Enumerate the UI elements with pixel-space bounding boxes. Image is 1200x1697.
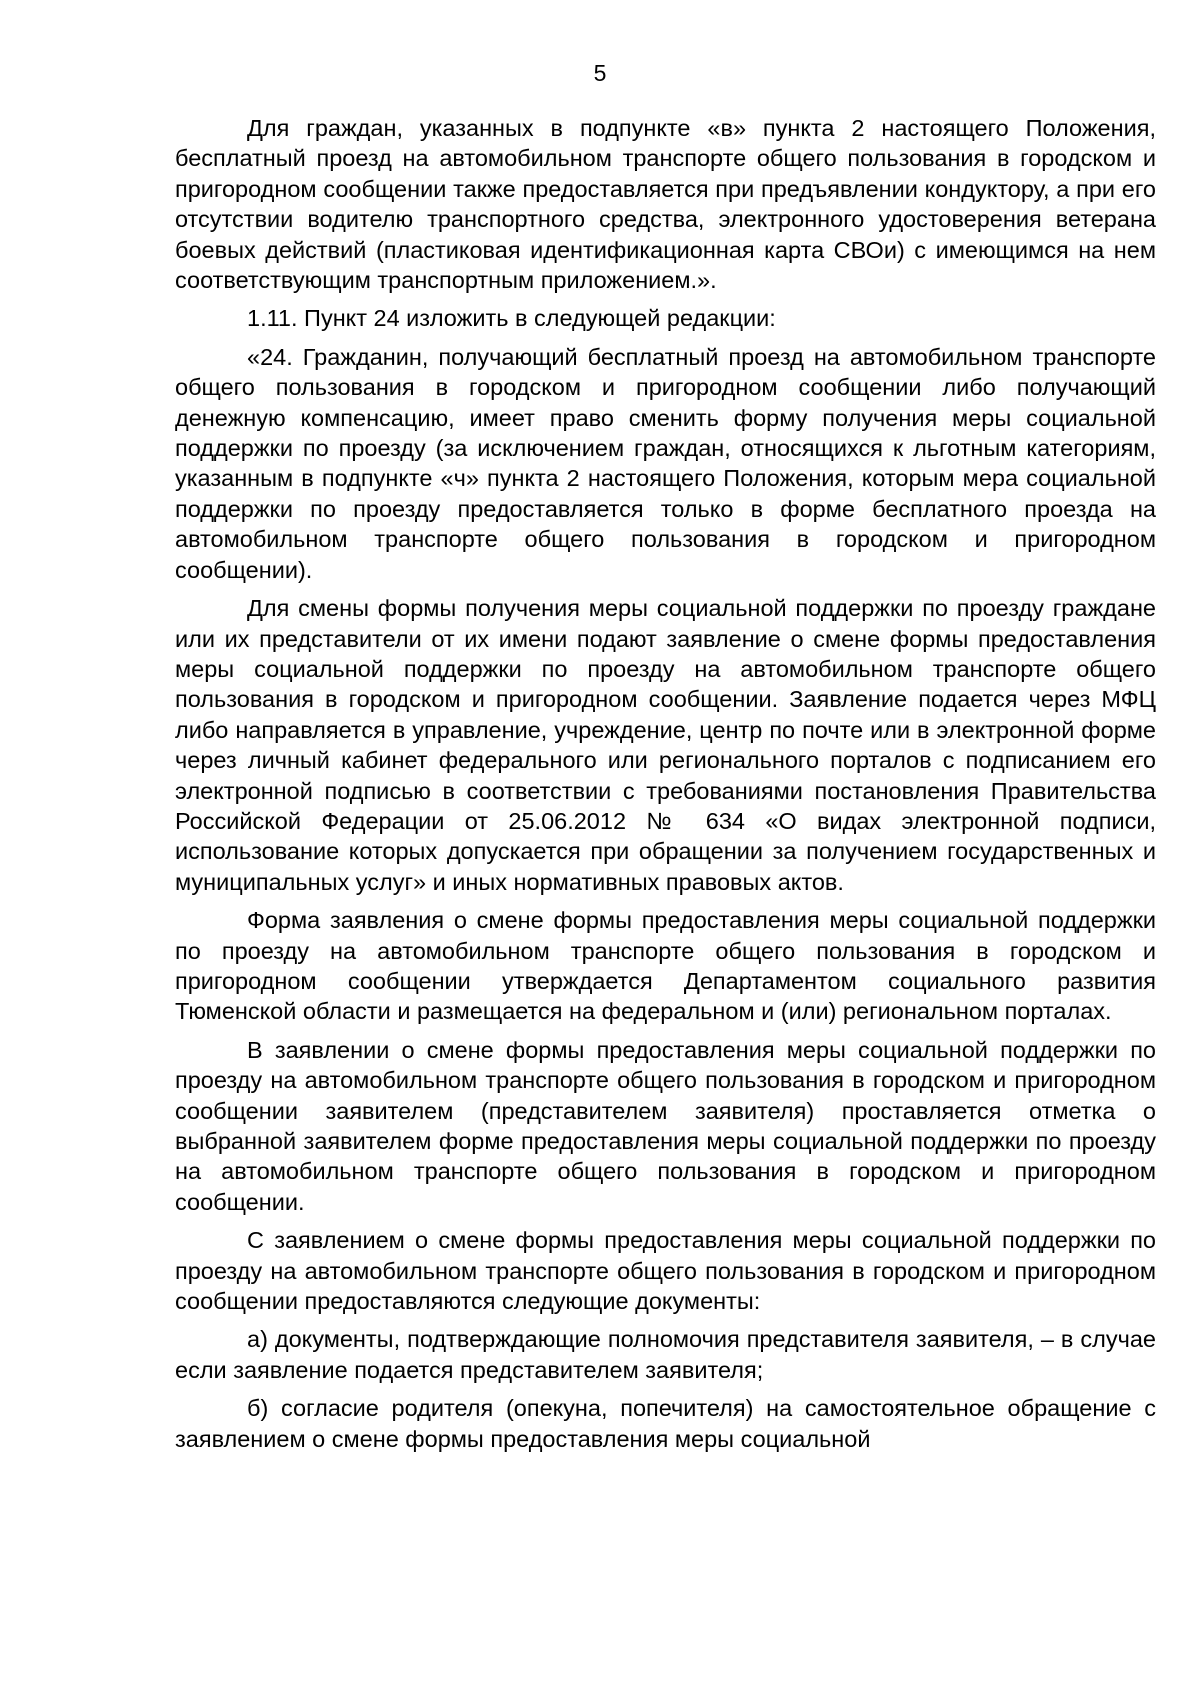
paragraph-svo-card: Для граждан, указанных в подпункте «в» пункта 2 настоящего Положения, бесплатный проезд на автомобильном транспорте общего пользования в городском и пригородном сообщении также предоставляется при предъявлении кондуктору, а при его отсутствии водителю транспортного средства, электронного удостоверения ветерана боевых действий (пластиковая идентификационная карта СВОи) с имеющимся на нем соответствующим транспортным приложением.». — [175, 115, 1156, 294]
paragraph-application-form: Форма заявления о смене формы предоставления меры социальной поддержки по проезду на автомобильном транспорте общего пользования в городском и пригородном сообщении утверждается Департаментом социального развития Тюменской области и размещается на федеральном и (или) региональном порталах. — [175, 907, 1156, 1025]
paragraph-amendment-1-11: 1.11. Пункт 24 изложить в следующей редакции: — [247, 305, 776, 332]
paragraph-point-24: «24. Гражданин, получающий бесплатный проезд на автомобильном транспорте общего пользования в городском и пригородном сообщении либо получающий денежную компенсацию, имеет право сменить форму получения меры социальной поддержки по проезду (за исключением граждан, относящихся к льготным категориям, указанным в подпункте «ч» пункта 2 настоящего Положения, которым мера социальной поддержки по проезду предоставляется только в форме бесплатного проезда на автомобильном транспорте общего пользования в городском и пригородном сообщении). — [175, 343, 1156, 583]
document-body — [175, 113, 1156, 1454]
list-item-a: а) документы, подтверждающие полномочия представителя заявителя, – в случае если заявление подается представителем заявителя; — [175, 1326, 1156, 1383]
page-number: 5 — [593, 60, 607, 86]
list-item-b: б) согласие родителя (опекуна, попечителя) на самостоятельное обращение с заявлением о смене формы предоставления меры социальной — [175, 1395, 1156, 1452]
paragraph-required-documents: С заявлением о смене формы предоставления меры социальной поддержки по проезду на автомобильном транспорте общего пользования в городском и пригородном сообщении предоставляются следующие документы: — [175, 1227, 1156, 1315]
paragraph-application-submission: Для смены формы получения меры социальной поддержки по проезду граждане или их представители от их имени подают заявление о смене формы предоставления меры социальной поддержки по проезду на автомобильном транспорте общего пользования в городском и пригородном сообщении. Заявление подается через МФЦ либо направляется в управление, учреждение, центр по почте или в электронной форме через личный кабинет федерального или регионального порталов с подписанием его электронной подписью в соответствии с требованиями постановления Правительства Российской Федерации от 25.06.2012 № 634 «О видах электронной подписи, использование которых допускается при обращении за получением государственных и муниципальных услуг» и иных нормативных правовых актов. — [175, 595, 1156, 895]
paragraph-application-mark: В заявлении о смене формы предоставления меры социальной поддержки по проезду на автомобильном транспорте общего пользования в городском и пригородном сообщении заявителем (представителем заявителя) проставляется отметка о выбранной заявителем форме предоставления меры социальной поддержки по проезду на автомобильном транспорте общего пользования в городском и пригородном сообщении. — [175, 1036, 1156, 1215]
